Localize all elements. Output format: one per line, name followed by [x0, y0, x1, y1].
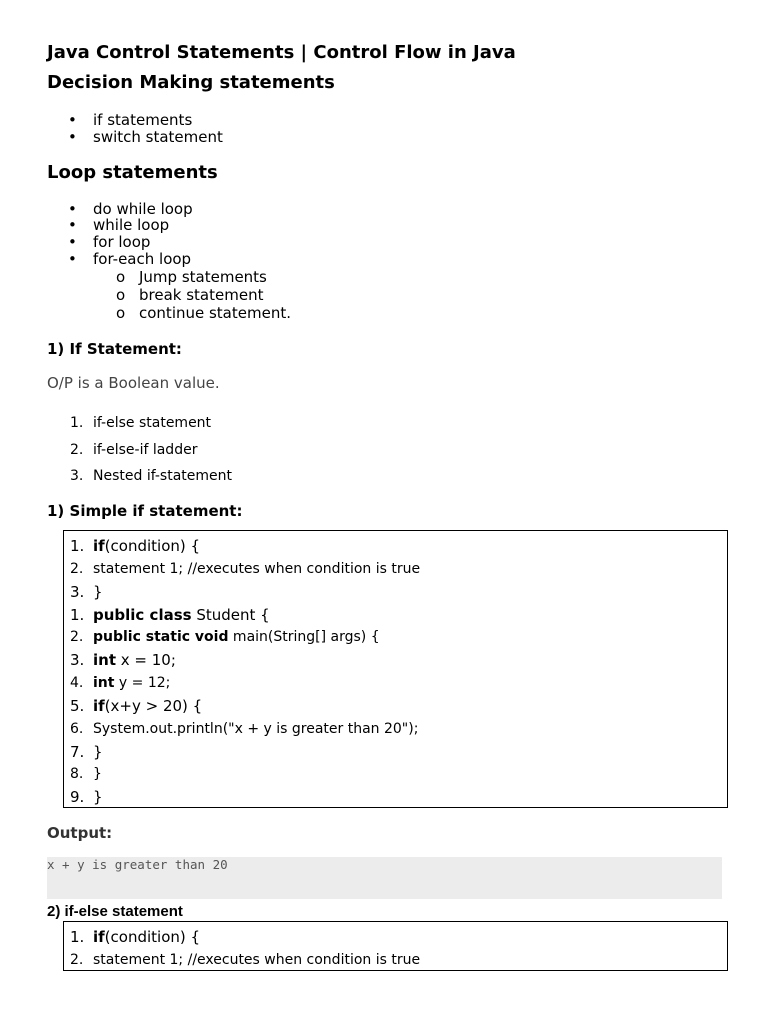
- code-line: [70, 952, 420, 968]
- list-number: 1.: [70, 415, 84, 431]
- sublist-marker: o: [116, 304, 126, 322]
- code-keyword: if: [93, 928, 105, 946]
- line-number: 1.: [70, 928, 85, 946]
- code-line: [70, 606, 270, 624]
- sublist-marker: o: [116, 268, 126, 286]
- code-text: Student {: [191, 606, 270, 624]
- decision-heading: Decision Making statements: [47, 72, 335, 93]
- line-number: 1.: [70, 537, 85, 555]
- code-line: [70, 651, 176, 669]
- line-number: 2.: [70, 561, 84, 577]
- code-text: }: [93, 788, 103, 806]
- code-text: statement 1; //executes when condition is true: [93, 952, 421, 968]
- sublist-item: continue statement.: [139, 304, 291, 322]
- code-line: [70, 561, 420, 577]
- code-line: [70, 697, 202, 715]
- sublist-item: break statement: [139, 286, 264, 304]
- list-item: Nested if-statement: [93, 468, 233, 484]
- list-item: for-each loop: [93, 250, 192, 268]
- simple-if-heading: 1) Simple if statement:: [47, 502, 243, 520]
- code-line: [70, 629, 380, 645]
- code-text: }: [93, 743, 103, 761]
- if-else-heading: 2) if-else statement: [47, 903, 183, 920]
- output-block: [47, 857, 722, 899]
- line-number: 2.: [70, 629, 84, 645]
- line-number: 5.: [70, 697, 85, 715]
- line-number: 4.: [70, 675, 84, 691]
- line-number: 6.: [70, 721, 84, 737]
- code-keyword: if: [93, 537, 105, 555]
- list-item: if-else-if ladder: [93, 442, 198, 458]
- list-bullet: •: [68, 200, 77, 218]
- list-item: for loop: [93, 233, 151, 251]
- sublist-item: Jump statements: [139, 268, 267, 286]
- code-text: System.out.println("x + y is greater than 20");: [93, 721, 419, 737]
- line-number: 1.: [70, 606, 85, 624]
- list-bullet: •: [68, 250, 77, 268]
- code-line: [70, 766, 102, 782]
- code-text: }: [93, 766, 102, 782]
- code-keyword: int: [93, 675, 115, 691]
- code-text: }: [93, 583, 103, 601]
- list-item: do while loop: [93, 200, 193, 218]
- line-number: 7.: [70, 743, 85, 761]
- code-text: (condition) {: [104, 537, 201, 555]
- list-number: 2.: [70, 442, 84, 458]
- code-line: [70, 928, 200, 946]
- list-bullet: •: [68, 233, 77, 251]
- code-text: y = 12;: [114, 675, 171, 691]
- if-statement-heading: 1) If Statement:: [47, 340, 182, 358]
- code-line: [70, 583, 103, 601]
- line-number: 3.: [70, 651, 85, 669]
- code-keyword: if: [93, 697, 105, 715]
- code-block-simple-if: [63, 530, 728, 808]
- list-bullet: •: [68, 216, 77, 234]
- code-keyword: public class: [93, 606, 192, 624]
- list-item: switch statement: [93, 128, 223, 146]
- code-text: main(String[] args) {: [228, 629, 380, 645]
- code-block-if-else: [63, 921, 728, 971]
- code-keyword: public static void: [93, 629, 229, 645]
- code-text: x = 10;: [116, 651, 176, 669]
- list-number: 3.: [70, 468, 84, 484]
- code-keyword: int: [93, 651, 116, 669]
- code-line: [70, 743, 103, 761]
- op-description: O/P is a Boolean value.: [47, 374, 220, 392]
- code-line: [70, 721, 418, 737]
- code-line: [70, 788, 103, 806]
- code-text: statement 1; //executes when condition is true: [93, 561, 421, 577]
- line-number: 3.: [70, 583, 85, 601]
- line-number: 8.: [70, 766, 84, 782]
- list-bullet: •: [68, 128, 77, 146]
- code-line: [70, 537, 200, 555]
- output-label: Output:: [47, 824, 113, 842]
- output-text: x + y is greater than 20: [47, 857, 228, 872]
- page-title: Java Control Statements | Control Flow in Java: [47, 42, 516, 63]
- code-text: (x+y > 20) {: [104, 697, 203, 715]
- line-number: 9.: [70, 788, 85, 806]
- list-bullet: •: [68, 111, 77, 129]
- list-item: if-else statement: [93, 415, 212, 431]
- loop-heading: Loop statements: [47, 162, 218, 183]
- list-item: if statements: [93, 111, 193, 129]
- code-text: (condition) {: [104, 928, 201, 946]
- code-line: [70, 675, 170, 691]
- line-number: 2.: [70, 952, 84, 968]
- list-item: while loop: [93, 216, 170, 234]
- sublist-marker: o: [116, 286, 126, 304]
